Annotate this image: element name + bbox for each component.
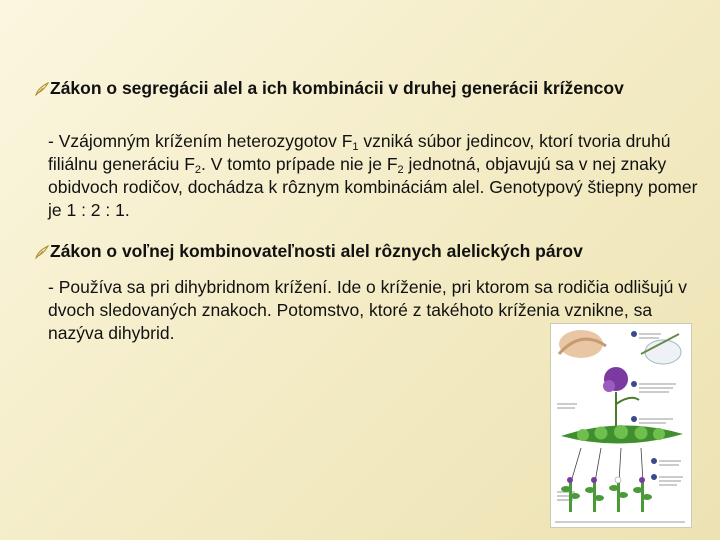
heading-text: Zákon o segregácii alel a ich kombinácii v druhej generácii krížencov	[50, 78, 624, 98]
heading-segregation	[48, 77, 698, 100]
para-text: vzniká súbor jedincov, ktorí tvoria druhú filiálnu generáciu F	[48, 131, 671, 174]
feather-bullet-icon	[34, 245, 50, 259]
feather-bullet-icon	[34, 82, 50, 96]
para-text: - Vzájomným krížením heterozygotov F	[48, 131, 353, 151]
paragraph-segregation	[48, 130, 698, 222]
para-text: . V tomto prípade nie je F	[201, 154, 398, 174]
para-text: jednotná, objavujú sa v nej znaky obidvoch rodičov, dochádza k rôznym kombináciám alel. Genotypový štiepny pomer je 1 : 2 : 1.	[48, 154, 698, 220]
subscript: 2	[194, 164, 202, 176]
pea-illustration-drawing	[551, 324, 691, 527]
heading-independent-assortment	[48, 240, 698, 263]
subscript: 1	[352, 141, 359, 153]
subscript: 2	[397, 164, 404, 176]
paragraph-dihybrid: - Používa sa pri dihybridnom krížení. Ide o kríženie, pri ktorom sa rodičia odlišujú v dvoch sledovaných znakoch. Potomstvo, ktoré z takéhoto kríženia vznikne, sa nazýva dihybrid.	[48, 277, 688, 343]
heading-text: Zákon o voľnej kombinovateľnosti alel rôznych alelických párov	[50, 241, 583, 261]
pea-plant-illustration	[550, 323, 692, 528]
